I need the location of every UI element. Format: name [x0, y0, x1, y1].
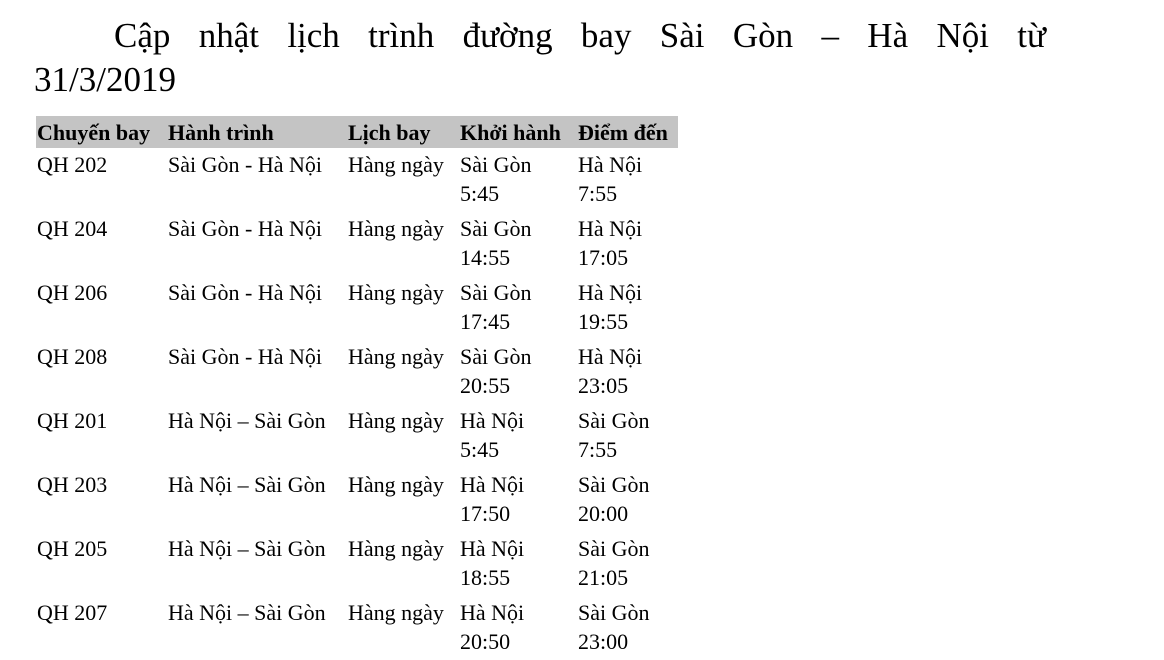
arrival-time: 23:00 — [578, 629, 629, 654]
route: Hà Nội – Sài Gòn — [168, 600, 326, 625]
schedule: Hàng ngày — [348, 344, 444, 369]
departure-city: Hà Nội — [460, 536, 525, 561]
header-arrival: Điểm đến — [577, 116, 678, 148]
arrival-time: 20:00 — [578, 501, 629, 526]
arrival-city: Sài Gòn — [578, 472, 650, 497]
flight-number: QH 203 — [37, 472, 108, 497]
route: Sài Gòn - Hà Nội — [168, 344, 322, 369]
departure-city: Hà Nội — [460, 472, 525, 497]
flight-number: QH 201 — [37, 408, 108, 433]
departure-time: 17:45 — [460, 309, 511, 334]
arrival-city: Sài Gòn — [578, 600, 650, 625]
flight-number: QH 208 — [37, 344, 108, 369]
schedule: Hàng ngày — [348, 600, 444, 625]
departure-city: Sài Gòn — [460, 344, 532, 369]
arrival-city: Hà Nội — [578, 280, 643, 305]
departure — [459, 276, 577, 340]
schedule: Hàng ngày — [348, 536, 444, 561]
header-flight: Chuyến bay — [36, 116, 167, 148]
arrival-city: Hà Nội — [578, 152, 643, 177]
arrival — [577, 404, 678, 468]
flight-schedule-table — [36, 116, 678, 660]
table-header-row — [36, 116, 678, 148]
arrival-city: Hà Nội — [578, 344, 643, 369]
departure-time: 18:55 — [460, 565, 511, 590]
route: Sài Gòn - Hà Nội — [168, 216, 322, 241]
table-row — [36, 340, 678, 404]
departure-city: Hà Nội — [460, 408, 525, 433]
schedule: Hàng ngày — [348, 152, 444, 177]
departure-city: Sài Gòn — [460, 216, 532, 241]
table-row — [36, 468, 678, 532]
departure-time: 20:55 — [460, 373, 511, 398]
arrival-city: Hà Nội — [578, 216, 643, 241]
header-route: Hành trình — [167, 116, 347, 148]
departure-time: 14:55 — [460, 245, 511, 270]
arrival — [577, 468, 678, 532]
departure-time: 5:45 — [460, 437, 500, 462]
arrival — [577, 212, 678, 276]
schedule: Hàng ngày — [348, 408, 444, 433]
table-row — [36, 532, 678, 596]
arrival-time: 17:05 — [578, 245, 629, 270]
route: Sài Gòn - Hà Nội — [168, 280, 322, 305]
schedule: Hàng ngày — [348, 280, 444, 305]
arrival — [577, 148, 678, 212]
departure — [459, 340, 577, 404]
table-row — [36, 148, 678, 212]
header-departure: Khởi hành — [459, 116, 577, 148]
flight-number: QH 206 — [37, 280, 108, 305]
arrival — [577, 532, 678, 596]
table-row — [36, 404, 678, 468]
departure — [459, 532, 577, 596]
table-row — [36, 276, 678, 340]
flight-number: QH 204 — [37, 216, 108, 241]
departure — [459, 596, 577, 660]
departure — [459, 404, 577, 468]
table-row — [36, 596, 678, 660]
arrival-city: Sài Gòn — [578, 536, 650, 561]
arrival — [577, 276, 678, 340]
arrival-time: 23:05 — [578, 373, 629, 398]
document-title: Cập nhật lịch trình đường bay Sài Gòn – Hà Nội từ 31/3/2019 — [34, 16, 1046, 99]
flight-number: QH 202 — [37, 152, 108, 177]
arrival — [577, 596, 678, 660]
schedule: Hàng ngày — [348, 216, 444, 241]
departure-city: Sài Gòn — [460, 152, 532, 177]
route: Hà Nội – Sài Gòn — [168, 536, 326, 561]
header-schedule: Lịch bay — [347, 116, 459, 148]
departure-time: 20:50 — [460, 629, 511, 654]
departure — [459, 212, 577, 276]
route: Hà Nội – Sài Gòn — [168, 408, 326, 433]
arrival — [577, 340, 678, 404]
route: Hà Nội – Sài Gòn — [168, 472, 326, 497]
departure — [459, 148, 577, 212]
departure-city: Hà Nội — [460, 600, 525, 625]
route: Sài Gòn - Hà Nội — [168, 152, 322, 177]
arrival-time: 7:55 — [578, 437, 618, 462]
departure — [459, 468, 577, 532]
table-row — [36, 212, 678, 276]
departure-time: 5:45 — [460, 181, 500, 206]
arrival-time: 7:55 — [578, 181, 618, 206]
flight-number: QH 207 — [37, 600, 108, 625]
schedule: Hàng ngày — [348, 472, 444, 497]
flight-number: QH 205 — [37, 536, 108, 561]
arrival-city: Sài Gòn — [578, 408, 650, 433]
arrival-time: 21:05 — [578, 565, 629, 590]
departure-time: 17:50 — [460, 501, 511, 526]
arrival-time: 19:55 — [578, 309, 629, 334]
departure-city: Sài Gòn — [460, 280, 532, 305]
